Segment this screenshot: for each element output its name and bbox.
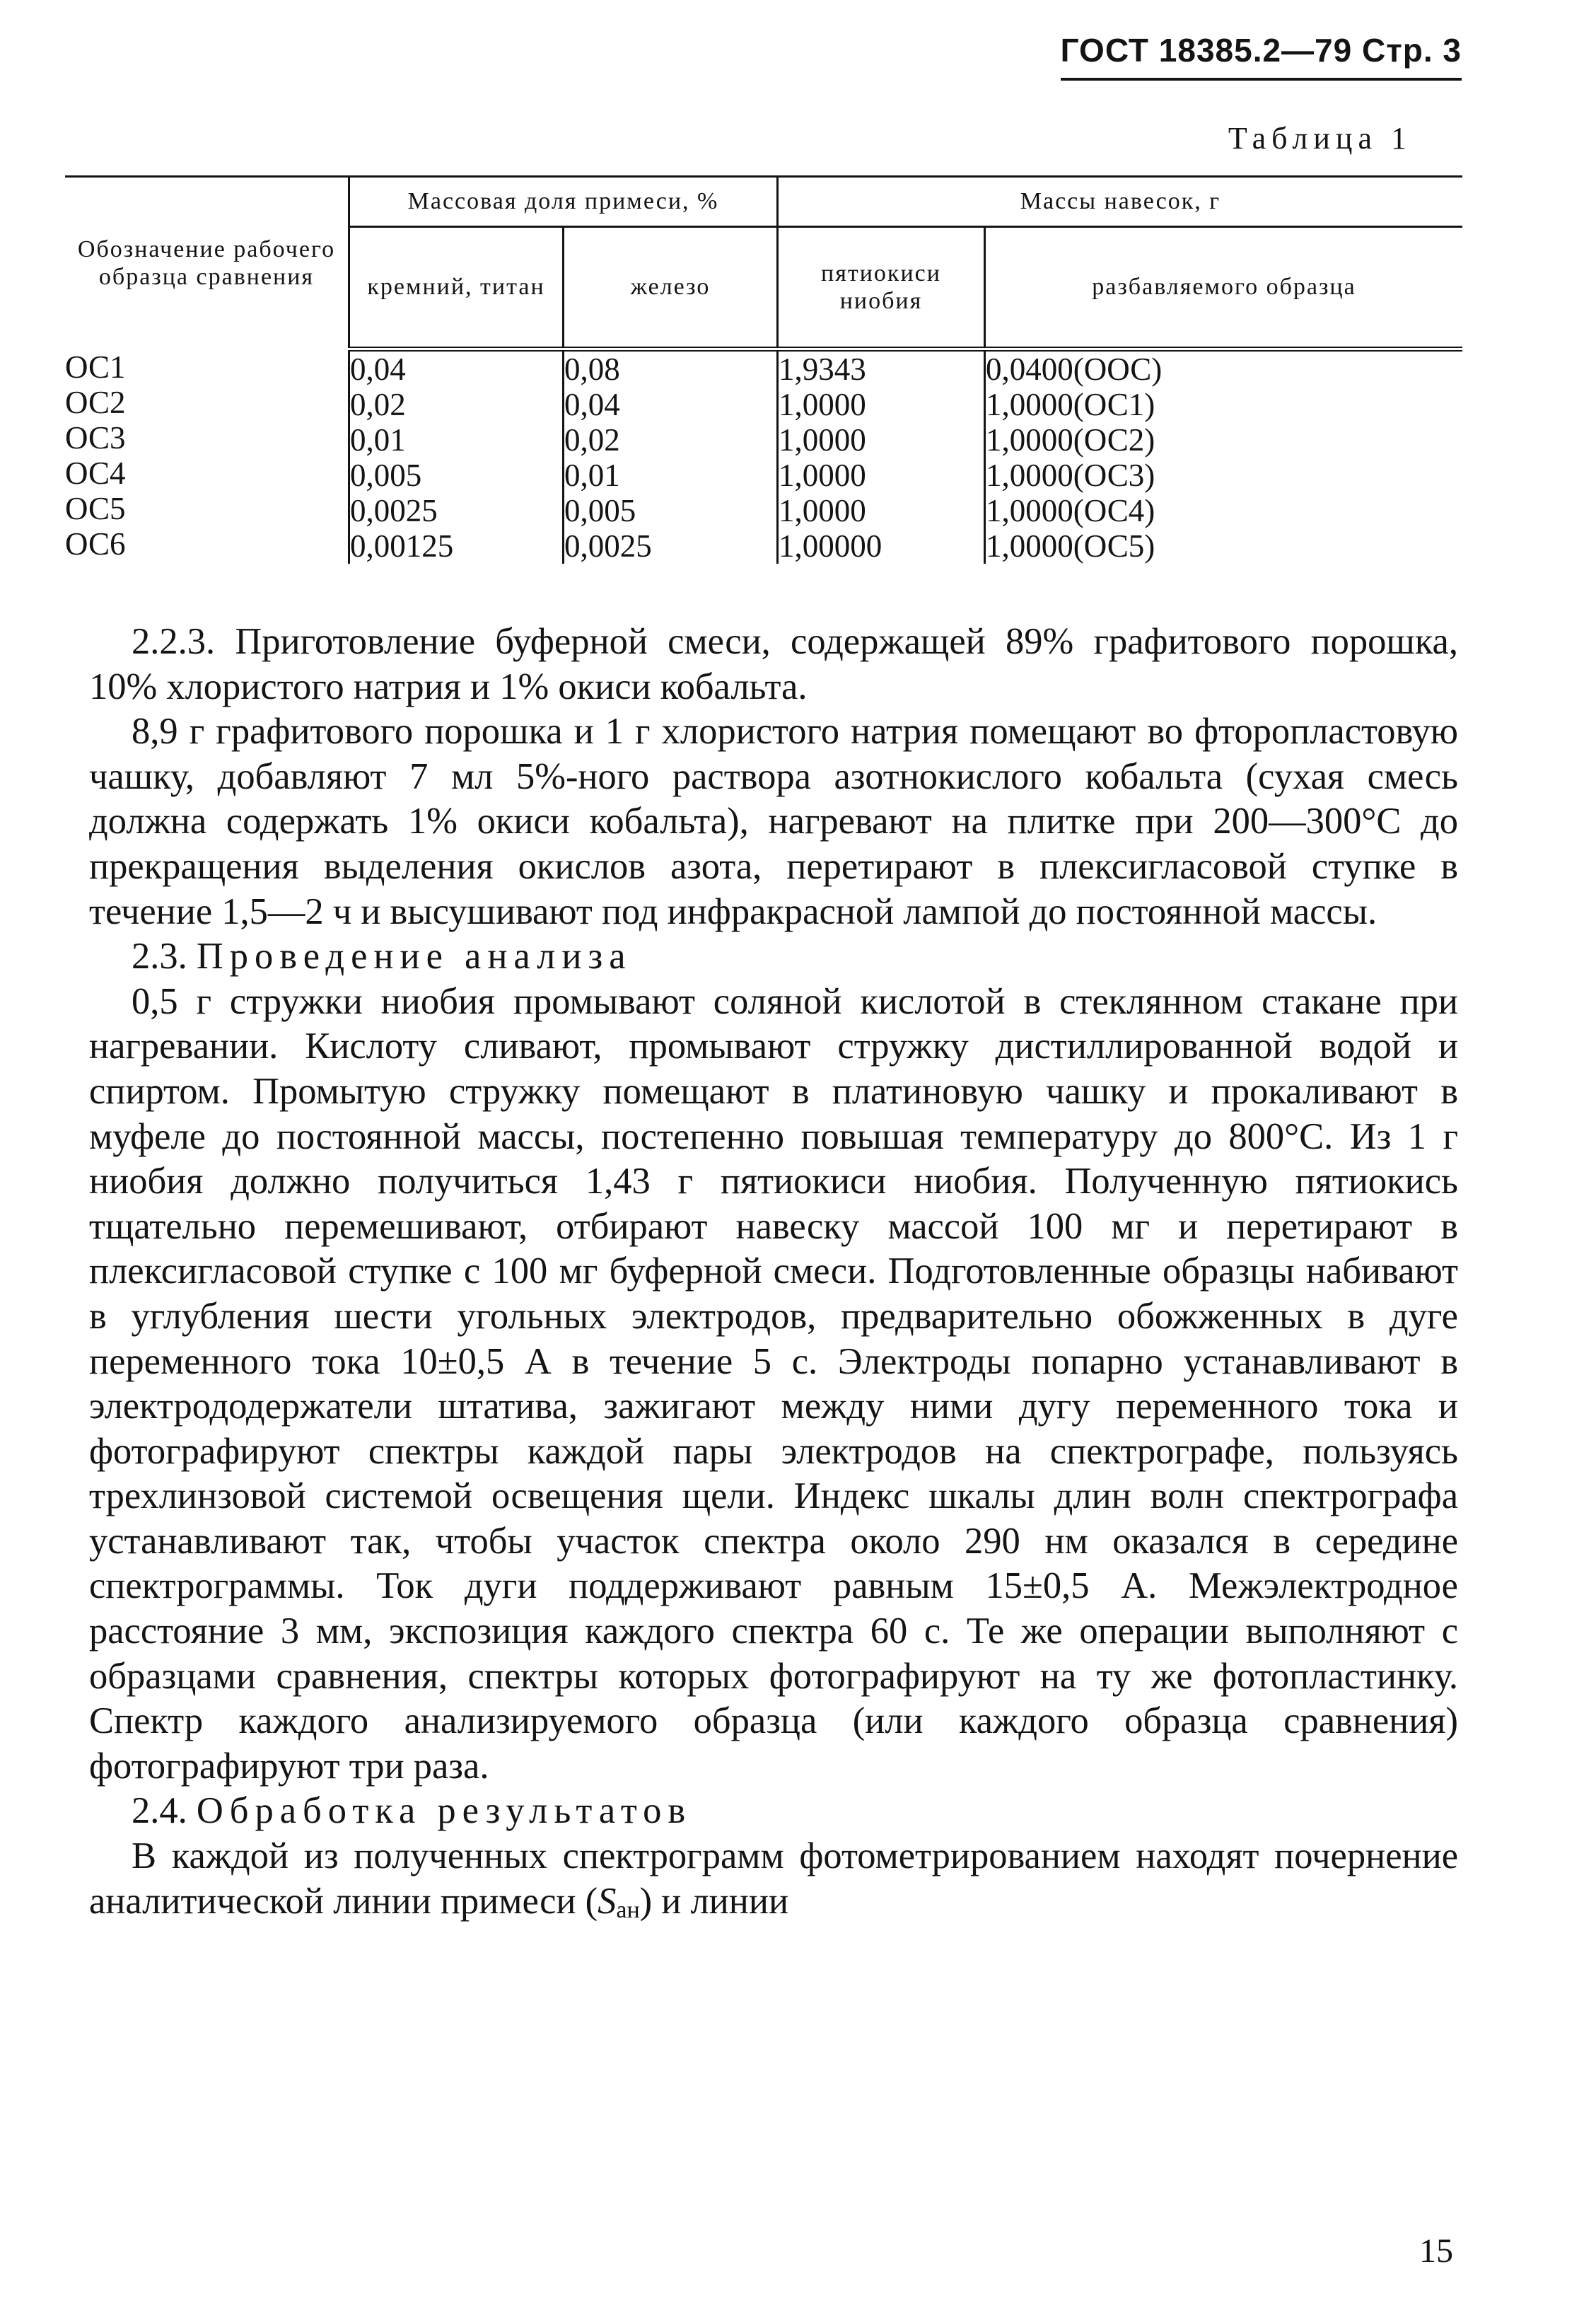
table-cell: 1,0000	[779, 387, 866, 422]
data-table-container	[65, 175, 1462, 564]
table-cell: 0,04	[350, 352, 406, 387]
table-cell: 0,0400(ООС)	[986, 352, 1163, 387]
section-heading-2-3	[89, 934, 1458, 980]
table-cell: 0,005	[350, 458, 422, 493]
header-fe: железо	[564, 227, 778, 349]
table-cell: 0,08	[564, 352, 620, 387]
table-cell: ОС1	[65, 349, 126, 385]
table-cell: 0,00125	[350, 528, 454, 564]
table-cell: 0,0025	[564, 528, 652, 564]
section-title: Проведение анализа	[196, 936, 632, 977]
table-cell: 1,0000(ОС3)	[986, 458, 1155, 493]
formula-subscript: ан	[616, 1896, 640, 1923]
paragraph-analysis: 0,5 г стружки ниобия промывают соляной кислотой в стеклянном стакане при нагревании. Кислоту сливают, промывают стружку дистиллированной водой и спиртом. Промытую стружку помещают в платиновую чашку и прокаливают в муфеле до постоянной массы, постепенно повышая температуру до 800°С. Из 1 г ниобия должно получиться 1,43 г пятиокиси ниобия. Полученную пятиокись тщательно перемешивают, отбирают навеску массой 100 мг и перетирают в плексигласовой ступке с 100 мг буферной смеси. Подготовленные образцы набивают в углубления шести угольных электродов, предварительно обожженных в дуге переменного тока 10±0,5 А в течение 5 с. Электроды попарно устанавливают в электрододержатели штатива, зажигают между ними дугу переменного тока и фотографируют спектры каждой пары электродов на спектрографе, пользуясь трехлинзовой системой освещения щели. Индекс шкалы длин волн спектрографа устанавливают так, чтобы участок спектра около 290 нм оказался в середине спектрограммы. Ток дуги поддерживают равным 15±0,5 А. Межэлектродное расстояние 3 мм, экспозиция каждого спектра 60 с. Те же операции выполняют с образцами сравнения, спектры которых фотографируют на ту же фотопластинку. Спектр каждого анализируемого образца (или каждого образца сравнения) фотографируют три раза.	[89, 980, 1458, 1787]
paragraph-tail: ) и линии	[639, 1880, 789, 1922]
table-cell: 0,005	[564, 493, 636, 528]
paragraph-buffer-procedure: 8,9 г графитового порошка и 1 г хлористого натрия помещают во фторопластовую чашку, добавляют 7 мл 5%-ного раствора азотнокислого кобальта (сухая смесь должна содержать 1% окиси кобальта), нагревают на плитке при 200—300°С до прекращения выделения окислов азота, перетирают в плексигласовой ступке в течение 1,5—2 ч и высушивают под инфракрасной лампой до постоянной массы.	[89, 711, 1458, 932]
table-cell: 0,02	[350, 387, 406, 422]
section-number: 2.4.	[132, 1790, 187, 1832]
header-nb2o5: пятиокиси ниобия	[778, 227, 985, 349]
column-fe	[564, 349, 778, 564]
table-cell: 1,9343	[779, 352, 866, 387]
table-cell: 1,00000	[779, 528, 883, 564]
table-cell: 0,01	[350, 422, 406, 458]
column-si-ti	[349, 349, 564, 564]
table-cell: 1,0000	[779, 422, 866, 458]
column-diluted-sample	[985, 349, 1463, 564]
table-cell: 0,02	[564, 422, 620, 458]
column-sample	[65, 349, 349, 564]
table-cell: 1,0000(ОС4)	[986, 493, 1155, 528]
table-cell: 1,0000	[779, 493, 866, 528]
table-cell: 1,0000(ОС2)	[986, 422, 1155, 458]
table-cell: 1,0000(ОС5)	[986, 528, 1155, 564]
impurity-table	[65, 175, 1462, 564]
body-text	[89, 620, 1458, 1932]
table-cell: ОС5	[65, 490, 126, 526]
table-cell: 1,0000	[779, 458, 866, 493]
document-header: ГОСТ 18385.2—79 Стр. 3	[1061, 31, 1462, 81]
page-number: 15	[1419, 2232, 1453, 2270]
table-cell: ОС2	[65, 384, 126, 420]
table-cell: ОС3	[65, 419, 126, 456]
paragraph-buffer-mix: 2.2.3. Приготовление буферной смеси, содержащей 89% графитового порошка, 10% хлористого натрия и 1% окиси кобальта.	[89, 621, 1458, 707]
table-body-row	[65, 349, 1462, 564]
section-number: 2.3.	[132, 936, 187, 977]
header-diluted-sample: разбавляемого образца	[985, 227, 1463, 349]
table-cell: 0,04	[564, 387, 620, 422]
section-heading-2-4	[89, 1789, 1458, 1834]
paragraph-text: В каждой из полученных спектрограмм фотометрированием находят почернение аналитической линии примеси (	[89, 1835, 1458, 1922]
header-sample-designation: Обозначение рабочего образца сравнения	[65, 177, 349, 349]
table-cell: 0,01	[564, 458, 620, 493]
table-cell: 0,0025	[350, 493, 438, 528]
header-si-ti: кремний, титан	[349, 227, 564, 349]
table-label: Таблица 1	[1228, 121, 1412, 156]
column-nb2o5	[778, 349, 985, 564]
table-cell: 1,0000(ОС1)	[986, 387, 1155, 422]
paragraph-results	[89, 1834, 1458, 1932]
header-impurity-fraction: Массовая доля примеси, %	[349, 177, 778, 227]
table-cell: ОС6	[65, 526, 126, 562]
formula-symbol: S	[598, 1880, 617, 1922]
header-sample-mass: Массы навесок, г	[778, 177, 1463, 227]
table-cell: ОС4	[65, 455, 126, 491]
section-title: Обработка результатов	[196, 1790, 692, 1832]
